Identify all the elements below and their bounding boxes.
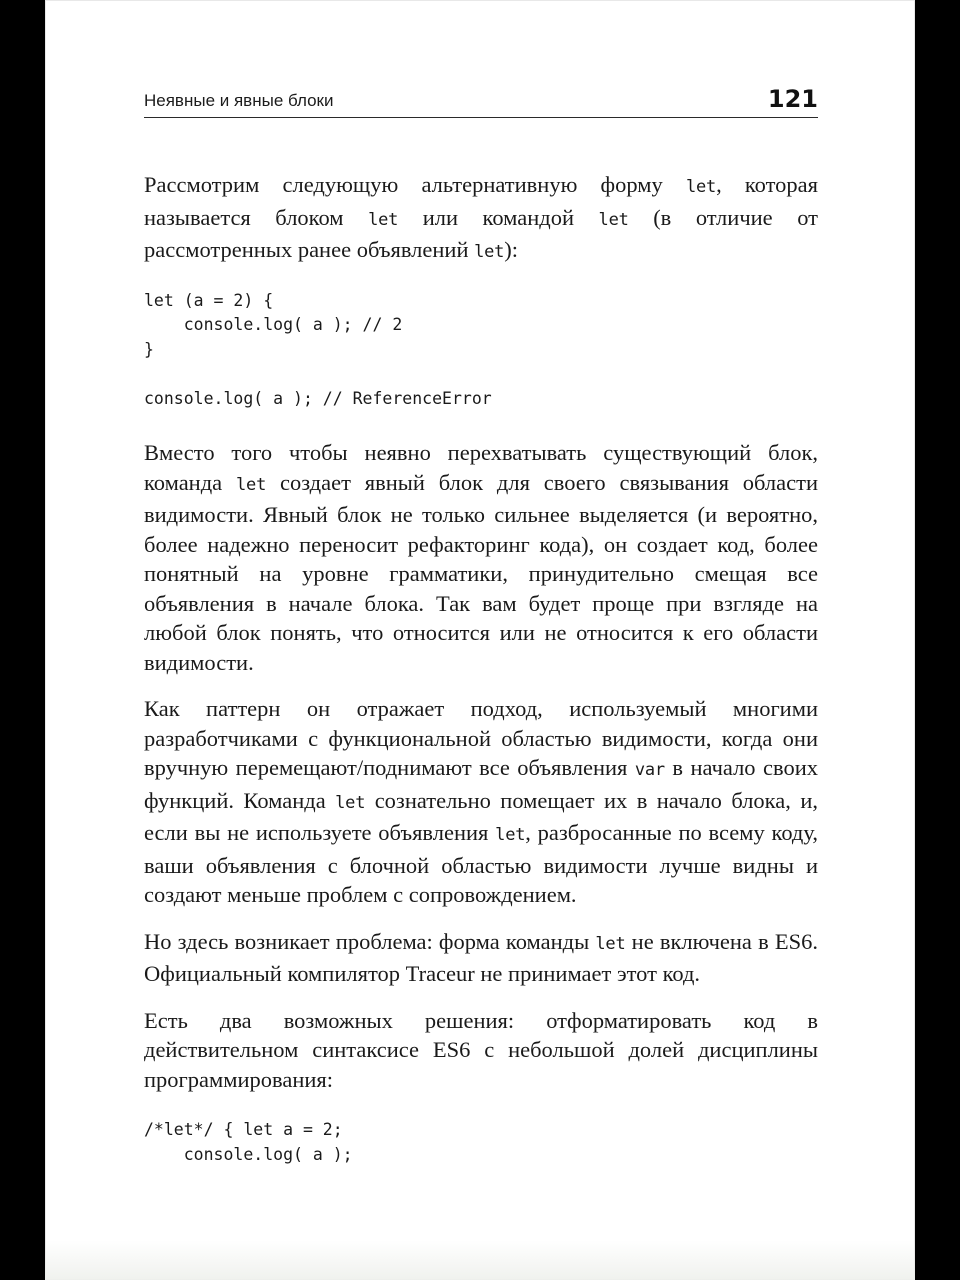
text-run: , разбросанные по всему коду, ваши объявления с блочной областью видимости лучше видны и создают меньше проблем с сопровождением. (144, 820, 819, 907)
code-line: console.log( a ); // 2 (144, 315, 403, 334)
text-run: ): (504, 237, 518, 262)
text-run: Вместо того чтобы неявно перехватывать существующий блок, команда (144, 440, 818, 495)
code-block-let-comment (144, 1118, 818, 1167)
text-run: не включена в ES6. Официальный компилятор Traceur не принимает этот код. (144, 928, 818, 986)
paragraph-4 (144, 927, 818, 989)
code-block-let-statement (144, 289, 818, 412)
inline-code: let (368, 209, 399, 230)
running-title: Неявные и явные блоки (144, 91, 334, 110)
paragraph-1 (144, 170, 818, 268)
inline-code: let (598, 209, 629, 230)
inline-code: let (335, 792, 366, 813)
book-page (45, 0, 915, 1280)
text-run: Есть два возможных решения: отформатировать код в действительном синтаксисе ES6 с небольшой долей дисциплины программирования: (144, 1007, 818, 1092)
text-run: (в отличие от рассмотренных ранее объявлений (144, 204, 818, 262)
inline-code: let (685, 177, 717, 197)
text-run: в начало своих функций. Команда (144, 755, 818, 813)
inline-code: let (236, 474, 267, 495)
paragraph-5 (144, 1006, 818, 1095)
page-header (144, 84, 818, 118)
code-line: /*let*/ { let a = 2; (144, 1120, 343, 1139)
code-line: } (144, 339, 154, 359)
text-run: Как паттерн он отражает подход, используемый многими разработчиками с функциональной областью видимости, когда они вручную перемещают/поднимают все объявления (144, 696, 818, 780)
page-number: 121 (767, 85, 818, 113)
paragraph-2 (144, 438, 818, 677)
page-bottom-shadow (45, 1240, 915, 1280)
inline-code: let (595, 933, 626, 954)
text-run: , которая называется блоком (144, 172, 818, 230)
text-run: или командой (398, 204, 599, 230)
inline-code: let (495, 825, 526, 845)
text-run: создает явный блок для своего связывания области видимости. Явный блок не только сильнее выделяется (и вероятно, более надежно переносит рефакторинг кода), он создает код, более понятный на уровне грамматики, принудительно смещая все объявления в начале блока. Так вам будет проще при взгляде на любой блок понять, что относится или не относится к его области видимости. (144, 469, 818, 675)
code-line (144, 362, 818, 387)
text-run: сознательно помещает их в начало блока, и, если вы не используете объявления (144, 787, 818, 845)
code-line: let (a = 2) { (144, 290, 274, 310)
inline-code: var (634, 760, 665, 780)
code-line: console.log( a ); (144, 1144, 353, 1164)
inline-code: let (474, 242, 505, 262)
paragraph-3 (144, 694, 818, 910)
text-run: Рассмотрим следующую альтернативную форму (144, 172, 686, 197)
text-run: Но здесь возникает проблема: форма команды (144, 928, 596, 954)
code-line: console.log( a ); // ReferenceError (144, 388, 492, 408)
page-body (144, 170, 818, 1191)
